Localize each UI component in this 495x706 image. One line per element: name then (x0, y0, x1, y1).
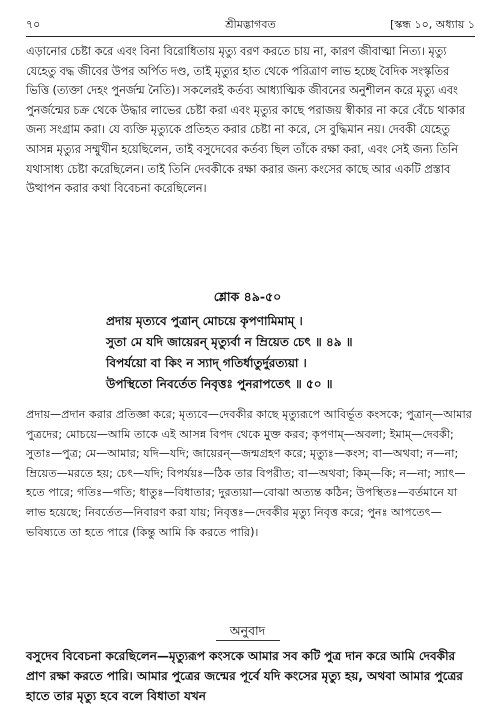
verse-line: উপস্থিতো নিবর্তেত নিবৃত্তঃ পুনরাপতেৎ ॥ ৫০ ॥ (106, 377, 333, 391)
synonyms-paragraph: প্রদায়—প্রদান করার প্রতিজ্ঞা করে; মৃত্যবে—দেবকীর কাছে মৃত্যুরূপে আবির্ভূত কংসকে; পুত্রান্—আমার পুত্রদের; মোচয়ে—আমি তাকে এই আসন্ন বিপদ থেকে মুক্ত করব; কৃপণাম্—অবলা; ইমাম্—দেবকী; সুতাঃ—পুত্র; মে—আমার; যদি—যদি; জায়েরন্—জন্মগ্রহণ করে; মৃত্যুঃ—কংস; বা—অথবা; ন—না; ম্রিয়েত—মরতে হয়; চেৎ—যদি; বিপর্যয়ঃ—ঠিক তার বিপরীত; বা—অথবা; কিম্—কি; ন—না; স্যাৎ—হতে পারে; গতিঃ—গতি; ধাতুঃ—বিধাতার; দুরত্যয়া—বোঝা অত্যন্ত কঠিন; উপস্থিতঃ—বর্তমানে যা লাভ হয়েছে; নিবর্তেত—নিবারণ করা যায়; নিবৃত্তঃ—দেবকীর মৃত্যু নিবৃত্ত করে; পুনঃ আপতেৎ—ভবিষ্যতে তা হতে পারে (কিন্তু আমি কি করতে পারি)। (26, 408, 472, 539)
verse-line: বিপর্যয়ো বা কিং ন স্যাদ্ গতির্ধাতুর্দুরত্যয়া । (106, 356, 307, 370)
page-number: ৭০ (26, 18, 41, 31)
verse-line: প্রদায় মৃত্যবে পুত্রান্ মোচয়ে কৃপণামিমাম্ । (106, 314, 303, 328)
translation-heading-rule (216, 640, 280, 641)
canto-chapter: [স্কন্ধ ১০, অধ্যায় ১ (390, 18, 475, 31)
translation-heading: অনুবাদ (229, 623, 266, 638)
translation-paragraph: বসুদেব বিবেচনা করেছিলেন—মৃত্যুরূপ কংসকে আমার সব কটি পুত্র দান করে আমি দেবকীর প্রাণ রক্ষা করতে পারি। আমার পুত্রের জন্মের পূর্বে যদি কংসের মৃত্যু হয়, অথবা আমার পুত্রের হাতে তার মৃত্যু হবে বলে বিধাতা যখন (26, 649, 463, 703)
verse-heading: শ্লোক ৪৯-৫০ (213, 289, 282, 304)
verse-text (106, 311, 465, 395)
header-rule (26, 36, 475, 37)
purport-paragraph: এড়ানোর চেষ্টা করে এবং বিনা বিরোধিতায় মৃত্যু বরণ করতে চায় না, কারণ জীবাত্মা নিত্য। মৃত্যু যেহেতু বদ্ধ জীবের উপর অর্পিত দণ্ড, তাই মৃত্যুর হাত থেকে পরিত্রাণ লাভ হচ্ছে বৈদিক সংস্কৃতির ভিত্তি (ত্যক্তা দেহং পুনর্জন্ম নৈতি)। সকলেরই কর্তব্য আধ্যাত্মিক জীবনের অনুশীলন করে মৃত্যু এবং পুনর্জন্মের চক্র থেকে উদ্ধার লাভের চেষ্টা করা এবং মৃত্যুর কাছে পরাজয় স্বীকার না করে বেঁচে থাকার জন্য সংগ্রাম করা। যে ব্যক্তি মৃত্যুকে প্রতিহত করার চেষ্টা না করে, সে বুদ্ধিমান নয়। দেবকী যেহেতু আসন্ন মৃত্যুর সম্মুখীন হয়েছিলেন, তাই বসুদেবের কর্তব্য ছিল তাঁকে রক্ষা করা, এবং সেই জন্য তিনি যথাসাধ্য চেষ্টা করেছিলেন। তাই তিনি দেবকীকে রক্ষা করার জন্য কংসের কাছে আর একটি প্রস্তাব উত্থাপন করার কথা বিবেচনা করেছিলেন। (26, 45, 466, 196)
book-title: শ্রীমদ্ভাগবত (225, 18, 276, 31)
running-header (26, 14, 475, 34)
verse-line: সুতা মে যদি জায়েরন্ মৃত্যুর্বা ন ম্রিয়েত চেৎ ॥ ৪৯ ॥ (106, 335, 353, 349)
